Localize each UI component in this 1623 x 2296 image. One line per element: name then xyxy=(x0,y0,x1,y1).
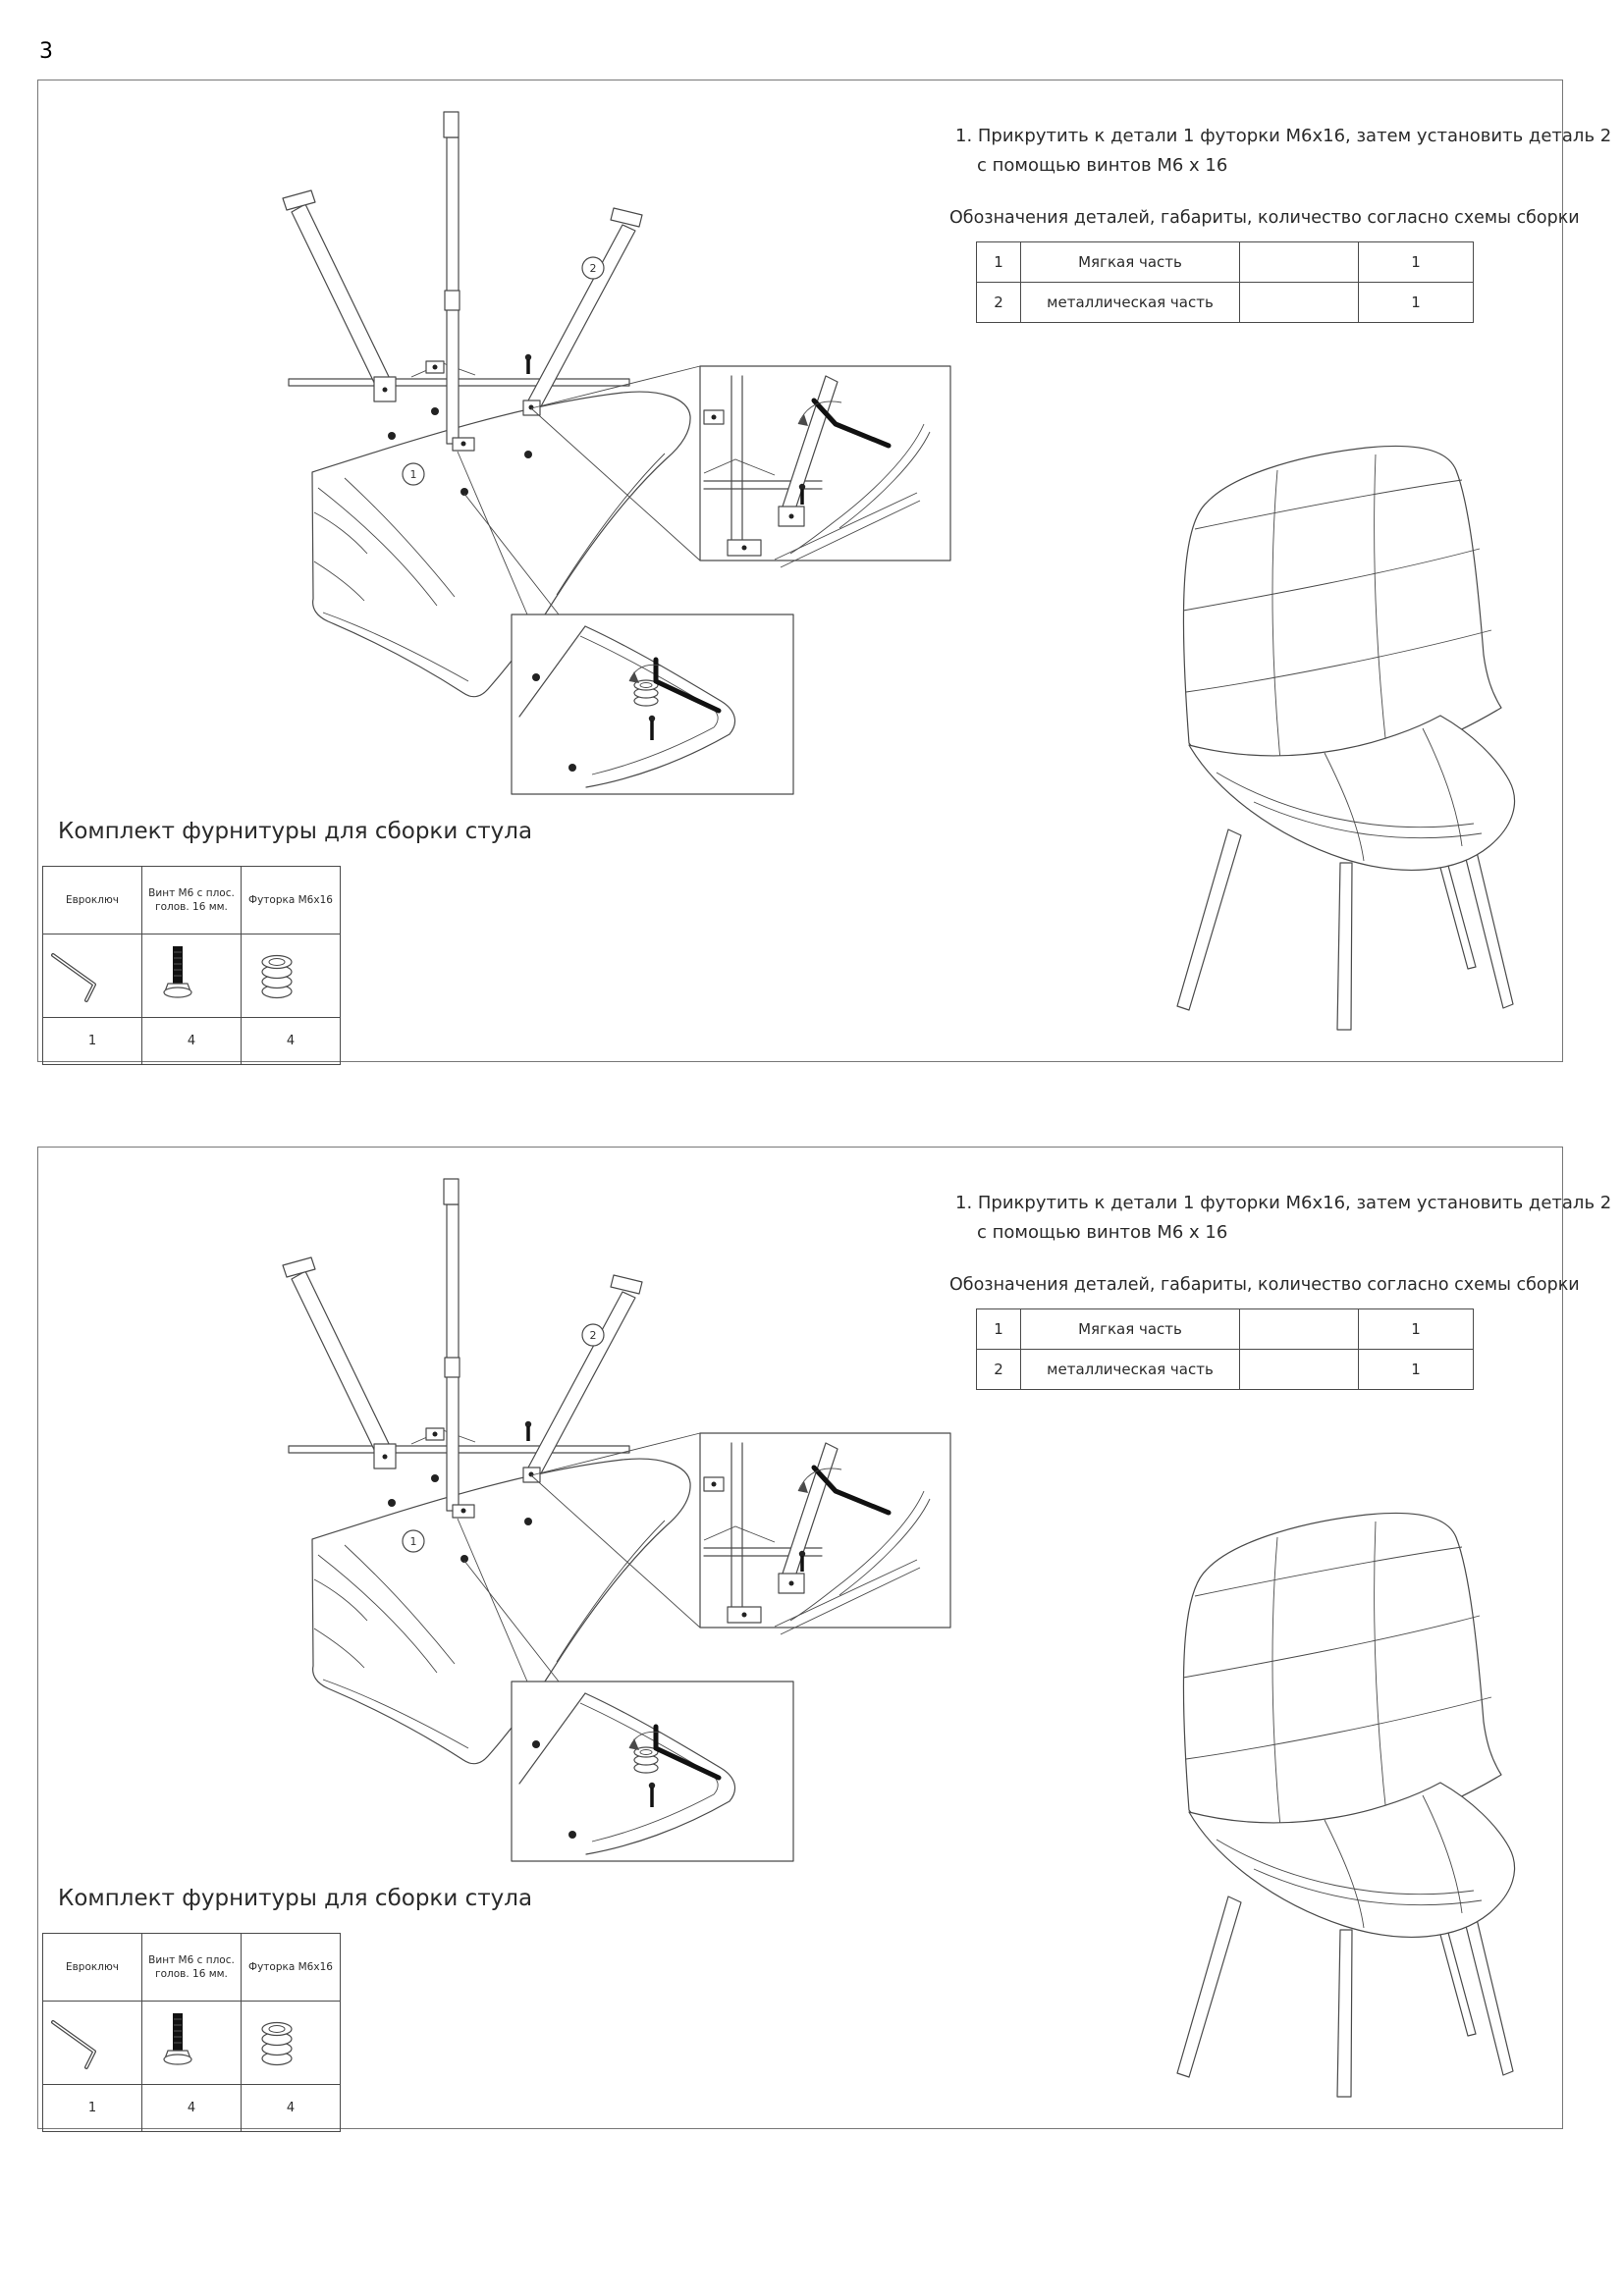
hardware-kit-title: Комплект фурнитуры для сборки стула xyxy=(58,819,533,844)
threaded-insert-glyph xyxy=(634,680,658,706)
right-leg-cap xyxy=(611,208,642,227)
instruction-line-1: 1. Прикрутить к детали 1 футорки М6х16, затем установить деталь 2 xyxy=(955,126,1612,146)
hardware-qty: 4 xyxy=(142,1018,242,1065)
hardware-kit-title: Комплект фурнитуры для сборки стула xyxy=(58,1886,533,1911)
hardware-qty: 1 xyxy=(43,2085,142,2132)
detail-view-insert-installation xyxy=(512,1682,793,1861)
instruction-line-1: 1. Прикрутить к детали 1 футорки М6х16, затем установить деталь 2 xyxy=(955,1193,1612,1213)
part-dims xyxy=(1240,283,1359,323)
part-number: 1 xyxy=(977,242,1021,283)
exploded-chair-drawing xyxy=(186,1167,971,1884)
flat-head-screw-icon xyxy=(142,940,213,1011)
post-cap xyxy=(444,112,459,137)
hardware-qty-row xyxy=(43,2085,341,2132)
table-row xyxy=(977,1350,1474,1390)
part2-label: 2 xyxy=(589,1329,597,1342)
screw-hole xyxy=(431,407,439,415)
left-leg xyxy=(292,204,392,391)
parts-table xyxy=(976,1308,1474,1390)
left-leg-cap xyxy=(283,1257,315,1277)
hardware-qty: 4 xyxy=(242,1018,341,1065)
step-instruction xyxy=(955,1189,1611,1248)
chair-leg xyxy=(1337,1930,1352,2097)
part-name: Мягкая часть xyxy=(1021,1309,1240,1350)
chair-leg xyxy=(1177,1896,1241,2077)
hardware-label: Винт М6 с плос. голов. 16 мм. xyxy=(142,867,242,934)
screw-hole xyxy=(524,1518,532,1525)
hardware-label: Футорка М6х16 xyxy=(242,1934,341,2002)
part-qty: 1 xyxy=(1359,242,1474,283)
hardware-icons-row xyxy=(43,934,341,1018)
part-qty: 1 xyxy=(1359,1350,1474,1390)
assembly-panel-bottom xyxy=(37,1147,1612,2129)
post-hole xyxy=(445,1358,460,1377)
right-leg-cap xyxy=(611,1275,642,1294)
post-cap xyxy=(444,1179,459,1204)
parts-table xyxy=(976,241,1474,323)
hardware-label: Евроключ xyxy=(43,867,142,934)
screw-glyph xyxy=(525,354,531,374)
threaded-insert-glyph xyxy=(634,1747,658,1773)
part-number: 2 xyxy=(977,283,1021,323)
detail-view-leg-fastening xyxy=(700,1433,950,1634)
hardware-qty: 4 xyxy=(242,2085,341,2132)
hardware-label: Футорка М6х16 xyxy=(242,867,341,934)
hardware-qty: 4 xyxy=(142,2085,242,2132)
instruction-line-2: с помощью винтов М6 х 16 xyxy=(977,155,1228,176)
screw-hole xyxy=(524,451,532,458)
hardware-table xyxy=(42,866,341,1065)
table-row xyxy=(977,242,1474,283)
parts-note: Обозначения деталей, габариты, количество согласно схемы сборки xyxy=(949,208,1580,228)
left-leg xyxy=(292,1271,392,1458)
part-number: 1 xyxy=(977,1309,1021,1350)
part-name: металлическая часть xyxy=(1021,283,1240,323)
hardware-icons-row xyxy=(43,2002,341,2085)
part1-label: 1 xyxy=(409,468,417,481)
chair-leg xyxy=(1337,863,1352,1030)
screw-hole xyxy=(431,1474,439,1482)
hardware-label: Винт М6 с плос. голов. 16 мм. xyxy=(142,1934,242,2002)
page-number: 3 xyxy=(39,39,53,64)
part-dims xyxy=(1240,242,1359,283)
part-dims xyxy=(1240,1350,1359,1390)
table-row xyxy=(977,283,1474,323)
hardware-header-row xyxy=(43,867,341,934)
hardware-table xyxy=(42,1933,341,2132)
part-name: Мягкая часть xyxy=(1021,242,1240,283)
detail-view-insert-installation xyxy=(512,614,793,794)
exploded-chair-drawing xyxy=(186,100,971,817)
flat-head-screw-icon xyxy=(142,2007,213,2078)
hardware-qty: 1 xyxy=(43,1018,142,1065)
part-qty: 1 xyxy=(1359,283,1474,323)
part2-label: 2 xyxy=(589,262,597,275)
detail-view-leg-fastening xyxy=(700,366,950,567)
instruction-line-2: с помощью винтов М6 х 16 xyxy=(977,1222,1228,1243)
screw-hole xyxy=(388,1499,396,1507)
allen-key-icon xyxy=(43,2010,114,2075)
part-qty: 1 xyxy=(1359,1309,1474,1350)
part-dims xyxy=(1240,1309,1359,1350)
screw-glyph xyxy=(525,1421,531,1441)
hardware-header-row xyxy=(43,1934,341,2002)
threaded-insert-icon xyxy=(242,940,312,1011)
screw-hole xyxy=(460,488,468,496)
hardware-qty-row xyxy=(43,1018,341,1065)
screw-hole xyxy=(388,432,396,440)
part1-label: 1 xyxy=(409,1535,417,1548)
allen-key-icon xyxy=(43,943,114,1008)
table-row xyxy=(977,1309,1474,1350)
left-leg-cap xyxy=(283,190,315,210)
threaded-insert-icon xyxy=(242,2007,312,2078)
assembly-panel-top xyxy=(37,80,1612,1062)
part-number: 2 xyxy=(977,1350,1021,1390)
part-name: металлическая часть xyxy=(1021,1350,1240,1390)
assembled-chair-drawing xyxy=(1148,1486,1521,2105)
screw-hole xyxy=(460,1555,468,1563)
chair-leg xyxy=(1177,829,1241,1010)
assembled-chair-drawing xyxy=(1148,419,1521,1038)
post-hole xyxy=(445,291,460,310)
parts-note: Обозначения деталей, габариты, количество согласно схемы сборки xyxy=(949,1275,1580,1295)
hardware-label: Евроключ xyxy=(43,1934,142,2002)
step-instruction xyxy=(955,122,1611,181)
